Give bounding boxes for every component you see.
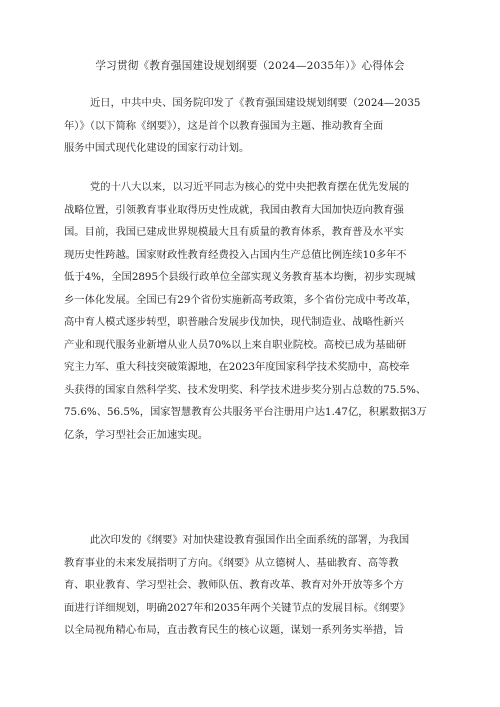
paragraph-line: 究主力军、重大科技突破策源地，在2023年度国家科学技术奖励中，高校牵	[64, 361, 410, 373]
paragraph-line: 乡一体化发展。全国已有29个省份实施新高考政策，多个省份完成中考改革，	[64, 293, 417, 306]
paragraph-line: 服务中国式现代化建设的国家行动计划。	[64, 142, 250, 154]
paragraph-line: 高中育人模式逐步转型，职普融合发展步伐加快，现代制造业、战略性新兴	[64, 316, 404, 328]
paragraph-line: 现历史性跨越。国家财政性教育经费投入占国内生产总值比例连续10多年不	[64, 248, 407, 261]
paragraph-line: 低于4%，全国2895个县级行政单位全部实现义务教育基本均衡，初步实现城	[64, 271, 416, 283]
paragraph-line: 亿条，学习型社会正加速实现。	[64, 428, 209, 441]
paragraph-line: 年）》（以下简称《纲要》），这是首个以教育强国为主题、推动教育全面	[64, 119, 384, 132]
paragraph-1	[64, 92, 439, 160]
paragraph-line: 头获得的国家自然科学奖、技术发明奖、科学技术进步奖分别占总数的75.5%、	[64, 383, 427, 396]
paragraph-line: 国。目前，我国已建成世界规模最大且有质量的教育体系，教育普及水平实	[64, 226, 404, 238]
paragraph-line: 面进行详细规划，明确2027年和2035年两个关键节点的发展目标。《纲要》	[64, 601, 410, 614]
paragraph-line: 此次印发的《纲要》对加快建设教育强国作出全面系统的部署，为我国	[90, 534, 410, 546]
paragraph-line: 75.6%、56.5%，国家智慧教育公共服务平台注册用户达1.47亿，积累数据3万	[64, 406, 427, 418]
document-title: 学习贯彻《教育强国建设规划纲要（2024—2035年）》心得体会	[95, 60, 405, 72]
paragraph-line: 近日，中共中央、国务院印发了《教育强国建设规划纲要（2024—2035	[90, 97, 421, 109]
paragraph-3	[64, 529, 439, 642]
paragraph-2	[64, 176, 439, 446]
paragraph-line: 育、职业教育、学习型社会、教师队伍、教育改革、教育对外开放等多个方	[64, 579, 404, 591]
paragraph-line: 以全局视角精心布局，直击教育民生的核心议题，谋划一系列务实举措，旨	[64, 624, 404, 636]
paragraph-line: 党的十八大以来，以习近平同志为核心的党中央把教育摆在优先发展的	[90, 181, 410, 193]
paragraph-line: 战略位置，引领教育事业取得历史性成就，我国由教育大国加快迈向教育强	[64, 203, 404, 216]
paragraph-line: 产业和现代服务业新增从业人员70%以上来自职业院校。高校已成为基础研	[64, 338, 407, 351]
paragraph-line: 教育事业的未来发展指明了方向。《纲要》从立德树人、基础教育、高等教	[64, 556, 399, 569]
